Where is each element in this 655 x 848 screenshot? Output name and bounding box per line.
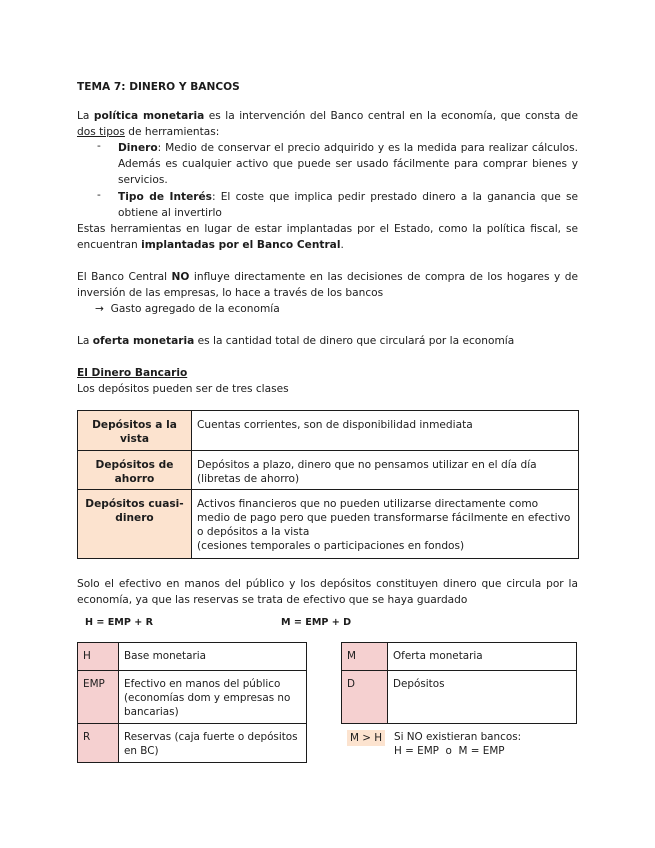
right-arrow-icon: → (95, 303, 104, 315)
meaning-cell: Base monetaria (119, 643, 307, 671)
gasto-agregado-line: → Gasto agregado de la economía (95, 303, 280, 315)
deposit-description: Cuentas corrientes, son de disponibilidad inmediata (192, 411, 579, 451)
herramientas-paragraph: Estas herramientas en lugar de estar implantadas por el Estado, como la política fiscal, se encuentran implantadas por el Banco Central. (77, 223, 578, 252)
section-heading-dinero-bancario: El Dinero Bancario (77, 367, 188, 379)
oferta-monetaria-paragraph: La oferta monetaria es la cantidad total de dinero que circulará por la economía (77, 335, 515, 347)
document-title: TEMA 7: DINERO Y BANCOS (77, 81, 240, 93)
note-line-2: H = EMP o M = EMP (394, 745, 505, 757)
deposit-description: Activos financieros que no pueden utilizarse directamente como medio de pago pero que pueden transformarse fácilmente en efectivo o depósitos a la vista (cesiones temporales o participaciones en fondos) (192, 490, 579, 559)
deposit-type: Depósitos cuasi-dinero (78, 490, 192, 559)
oferta-monetaria-table (341, 642, 577, 724)
m-greater-h-label: M > H (347, 730, 385, 746)
symbol-cell: R (78, 724, 119, 763)
table-row (342, 671, 577, 724)
tool-item-tipo-interes: - Tipo de Interés: El coste que implica pedir prestado dinero a la ganancia que se obtiene al invertirlo (97, 189, 578, 220)
table-row (78, 490, 579, 559)
symbol-cell: EMP (78, 671, 119, 724)
efectivo-paragraph: Solo el efectivo en manos del público y los depósitos constituyen dinero que circula por la economía, ya que las reservas se trata de efectivo que se haya guardado (77, 578, 578, 607)
bullet-dash: - (97, 189, 101, 201)
symbol-cell: D (342, 671, 388, 724)
deposit-type: Depósitos a la vista (78, 411, 192, 451)
deposit-description: Depósitos a plazo, dinero que no pensamos utilizar en el día día (libretas de ahorro) (192, 451, 579, 490)
meaning-cell: Reservas (caja fuerte o depósitos en BC) (119, 724, 307, 763)
formula-m: M = EMP + D (281, 617, 352, 628)
bullet-dash: - (97, 140, 101, 152)
base-monetaria-table (77, 642, 307, 763)
table-row (78, 724, 307, 763)
meaning-cell: Depósitos (388, 671, 577, 724)
tool-item-dinero: - Dinero: Medio de conservar el precio adquirido y es la medida para realizar cálculos. Además es cualquier activo que puede ser usado fácilmente para comprar bienes y servicios. (97, 140, 578, 187)
banco-central-paragraph: El Banco Central NO influye directamente en las decisiones de compra de los hogares y de inversión de las empresas, lo hace a través de los bancos (77, 271, 578, 300)
note-line-1: Si NO existieran bancos: (394, 731, 522, 743)
table-row (78, 643, 307, 671)
intro-paragraph: La política monetaria es la intervención del Banco central en la economía, que consta de dos tipos de herramientas: (77, 110, 579, 139)
meaning-cell: Oferta monetaria (388, 643, 577, 671)
table-row (78, 451, 579, 490)
table-row (78, 671, 307, 724)
symbol-cell: H (78, 643, 119, 671)
formula-h: H = EMP + R (85, 617, 153, 628)
deposits-table (77, 410, 579, 559)
meaning-cell: Efectivo en manos del público (economías dom y empresas no bancarias) (119, 671, 307, 724)
section-subtitle: Los depósitos pueden ser de tres clases (77, 383, 289, 395)
table-row (78, 411, 579, 451)
deposit-type: Depósitos de ahorro (78, 451, 192, 490)
symbol-cell: M (342, 643, 388, 671)
table-row (342, 643, 577, 671)
